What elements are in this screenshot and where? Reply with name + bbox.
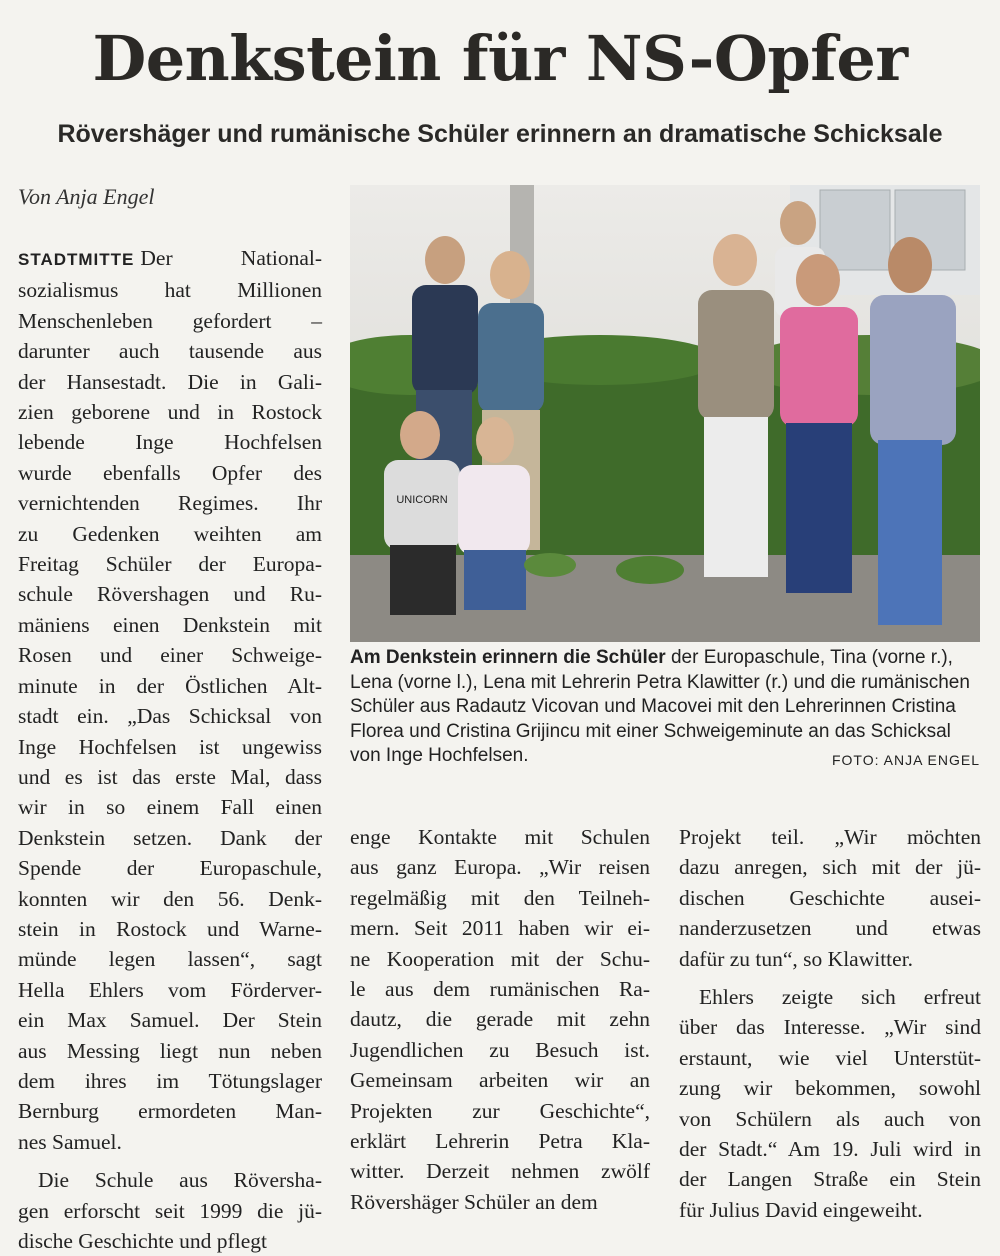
text-line: erstaunt, wie viel Unterstüt- (679, 1045, 981, 1070)
shirt-text: UNICORN (396, 494, 448, 506)
paragraph-3b (679, 982, 981, 1225)
text-line: Projekt teil. „Wir möchten (679, 825, 981, 849)
text-line-body: Der National- (140, 246, 322, 270)
text-line: Bernburg ermordeten Man- (18, 1099, 322, 1124)
text-line: Menschenleben gefordert – (18, 308, 322, 333)
text-line: aus ganz Europa. „Wir reisen (350, 855, 650, 880)
byline: Von Anja Engel (18, 184, 155, 209)
text-line: nes Samuel. (18, 1129, 122, 1154)
text-line: stein in Rostock und Warne- (18, 916, 322, 941)
text-line: stadt ein. „Das Schicksal von (18, 704, 322, 729)
text-line: dische Geschichte und pflegt (18, 1229, 267, 1253)
text-line: konnten wir den 56. Denk- (18, 886, 322, 911)
headline: Denkstein für NS-Opfer (92, 22, 908, 95)
text-line: sozialismus hat Millionen (18, 278, 322, 303)
text-line: münde legen lassen“, sagt (18, 947, 322, 972)
text-line: Hella Ehlers vom Förderver- (18, 977, 322, 1002)
text-line: der Hansestadt. Die in Gali- (18, 369, 322, 394)
text-line: über das Interesse. „Wir sind (679, 1015, 981, 1040)
text-line: Freitag Schüler der Europa- (18, 552, 322, 577)
text-line: minute in der Östlichen Alt- (18, 673, 322, 698)
text-line (18, 243, 322, 275)
text-line: dautz, die gerade mit zehn (350, 1007, 650, 1032)
photo-credit: FOTO: ANJA ENGEL (831, 752, 980, 768)
text-line: wurde ebenfalls Opfer des (18, 460, 322, 485)
article-column-2 (350, 822, 650, 1217)
text-line: witter. Derzeit nehmen zwölf (350, 1159, 650, 1184)
text-line: Rövershäger Schüler an dem (350, 1189, 598, 1214)
article-column-3 (679, 822, 981, 1225)
text-line: mern. Seit 2011 haben wir ei- (350, 916, 650, 941)
text-line: enge Kontakte mit Schulen (350, 825, 650, 849)
text-line: ne Kooperation mit der Schu- (350, 946, 650, 971)
text-line: aus Messing liegt nun neben (18, 1038, 322, 1063)
text-line: gen erforscht seit 1999 die jü- (18, 1198, 322, 1223)
caption-body: der Europaschule, Tina (vorne r.), Lena (vorne l.), Lena mit Lehrerin Petra Klawitter (r.) und die rumänischen Schüler aus Radautz Vicovan und Macovei mit den Lehrerinnen Cristina Florea und Cristina Grijincu mit einer Schweigeminute an das Schicksal von Inge Hochfelsen. (350, 647, 970, 766)
text-line: dem ihres im Tötungslager (18, 1068, 322, 1093)
text-line: Ehlers zeigte sich erfreut (699, 985, 981, 1010)
text-line: von Schülern als auch von (679, 1106, 981, 1131)
text-line: zung wir bekommen, sowohl (679, 1076, 981, 1101)
paragraph-3a (679, 822, 981, 974)
text-line: und es ist das erste Mal, dass (18, 764, 322, 789)
text-line: Die Schule aus Röversha- (38, 1168, 322, 1193)
text-line: wir in so einem Fall einen (18, 795, 322, 820)
text-line: zu Gedenken weihten am (18, 521, 322, 546)
text-line: dazu anregen, sich mit der jü- (679, 855, 981, 880)
text-line: Gemeinsam arbeiten wir an (350, 1068, 650, 1093)
text-line: Projekten zur Geschichte“, (350, 1098, 650, 1123)
text-line: der Stadt.“ Am 19. Juli wird in (679, 1137, 981, 1162)
text-line: regelmäßig mit den Teilneh- (350, 885, 650, 910)
paragraph-1 (18, 243, 322, 1157)
article-photo (350, 185, 980, 642)
caption-lead: Am Denkstein erinnern die Schüler (350, 647, 666, 668)
text-line: nanderzusetzen und etwas (679, 916, 981, 941)
text-line: der Langen Straße ein Stein (679, 1167, 981, 1192)
text-line: dischen Geschichte ausei- (679, 885, 981, 910)
photo-caption (350, 646, 980, 773)
text-line: dafür zu tun“, so Klawitter. (679, 946, 914, 971)
text-line: zien geborene und in Rostock (18, 400, 322, 425)
text-line: lebende Inge Hochfelsen (18, 430, 322, 455)
text-line: Inge Hochfelsen ist ungewiss (18, 734, 322, 759)
subheadline: Rövershäger und rumänische Schüler erinnern an dramatische Schicksale (57, 120, 943, 148)
text-line: schule Rövershagen und Ru- (18, 582, 322, 607)
text-line: vernichtenden Regimes. Ihr (18, 491, 322, 516)
group-photo-illustration (350, 185, 980, 642)
text-line: Spende der Europaschule, (18, 856, 322, 881)
text-line: Rosen und einer Schweige- (18, 643, 322, 668)
text-line: erklärt Lehrerin Petra Kla- (350, 1129, 650, 1154)
article-column-1 (18, 243, 322, 1256)
text-line: für Julius David eingeweiht. (679, 1197, 923, 1222)
text-line: le aus dem rumänischen Ra- (350, 977, 650, 1002)
text-line: Denkstein setzen. Dank der (18, 825, 322, 850)
text-line: mäniens einen Denkstein mit (18, 612, 322, 637)
text-line: ein Max Samuel. Der Stein (18, 1008, 322, 1033)
text-line: darunter auch tausende aus (18, 339, 322, 364)
text-line: Jugendlichen zu Besuch ist. (350, 1037, 650, 1062)
dateline: STADTMITTE (18, 250, 135, 269)
paragraph-2 (18, 1165, 322, 1256)
